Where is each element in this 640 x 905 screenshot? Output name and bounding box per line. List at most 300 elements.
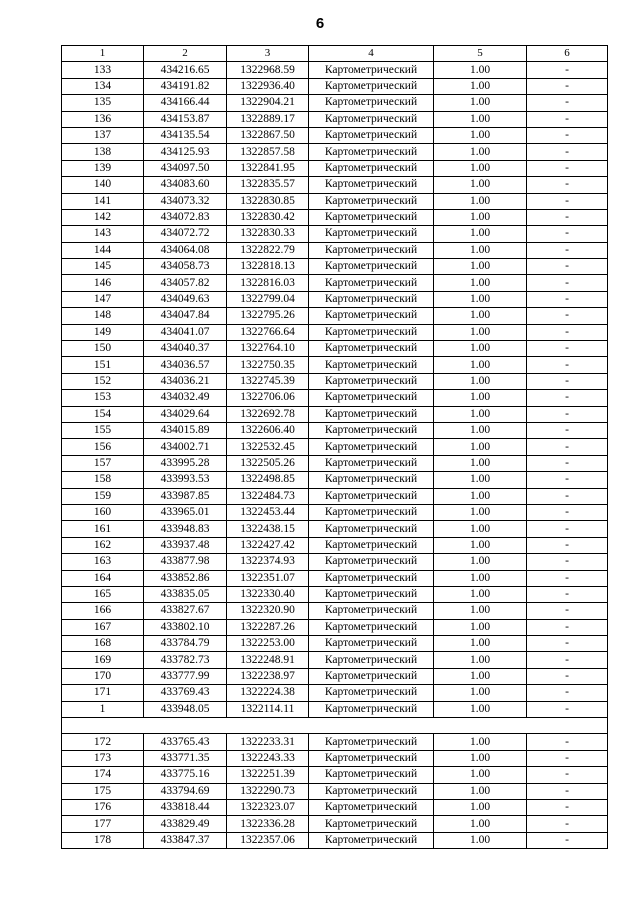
note-cell: - (527, 504, 608, 520)
y-coordinate-cell: 1322841.95 (227, 160, 309, 176)
note-cell: - (527, 259, 608, 275)
point-number-cell: 161 (62, 521, 144, 537)
point-number-cell: 176 (62, 799, 144, 815)
accuracy-cell: 1.00 (434, 390, 527, 406)
x-coordinate-cell: 434216.65 (144, 62, 227, 78)
point-number-cell: 168 (62, 636, 144, 652)
point-number-cell: 160 (62, 504, 144, 520)
accuracy-cell: 1.00 (434, 734, 527, 750)
method-cell: Картометрический (309, 636, 434, 652)
column-header: 6 (527, 46, 608, 62)
accuracy-cell: 1.00 (434, 586, 527, 602)
note-cell: - (527, 586, 608, 602)
accuracy-cell: 1.00 (434, 455, 527, 471)
y-coordinate-cell: 1322830.33 (227, 226, 309, 242)
accuracy-cell: 1.00 (434, 816, 527, 832)
point-number-cell: 142 (62, 209, 144, 225)
point-number-cell: 148 (62, 308, 144, 324)
note-cell: - (527, 636, 608, 652)
note-cell: - (527, 603, 608, 619)
accuracy-cell: 1.00 (434, 275, 527, 291)
note-cell: - (527, 62, 608, 78)
method-cell: Картометрический (309, 472, 434, 488)
accuracy-cell: 1.00 (434, 636, 527, 652)
accuracy-cell: 1.00 (434, 750, 527, 766)
method-cell: Картометрический (309, 685, 434, 701)
method-cell: Картометрический (309, 127, 434, 143)
table-separator (62, 718, 608, 734)
x-coordinate-cell: 433965.01 (144, 504, 227, 520)
x-coordinate-cell: 433993.53 (144, 472, 227, 488)
y-coordinate-cell: 1322243.33 (227, 750, 309, 766)
point-number-cell: 138 (62, 144, 144, 160)
method-cell: Картометрический (309, 586, 434, 602)
table-row (62, 357, 608, 373)
method-cell: Картометрический (309, 308, 434, 324)
y-coordinate-cell: 1322351.07 (227, 570, 309, 586)
x-coordinate-cell: 434040.37 (144, 341, 227, 357)
accuracy-cell: 1.00 (434, 521, 527, 537)
method-cell: Картометрический (309, 275, 434, 291)
note-cell: - (527, 373, 608, 389)
y-coordinate-cell: 1322857.58 (227, 144, 309, 160)
point-number-cell: 149 (62, 324, 144, 340)
point-number-cell: 134 (62, 78, 144, 94)
table-body-group-2 (62, 734, 608, 849)
accuracy-cell: 1.00 (434, 62, 527, 78)
point-number-cell: 145 (62, 259, 144, 275)
table-row (62, 799, 608, 815)
accuracy-cell: 1.00 (434, 144, 527, 160)
table-row (62, 275, 608, 291)
method-cell: Картометрический (309, 439, 434, 455)
note-cell: - (527, 308, 608, 324)
point-number-cell: 155 (62, 422, 144, 438)
x-coordinate-cell: 433802.10 (144, 619, 227, 635)
note-cell: - (527, 209, 608, 225)
note-cell: - (527, 357, 608, 373)
x-coordinate-cell: 434083.60 (144, 177, 227, 193)
table-row (62, 816, 608, 832)
method-cell: Картометрический (309, 783, 434, 799)
note-cell: - (527, 341, 608, 357)
x-coordinate-cell: 433948.05 (144, 701, 227, 717)
note-cell: - (527, 537, 608, 553)
accuracy-cell: 1.00 (434, 652, 527, 668)
method-cell: Картометрический (309, 668, 434, 684)
x-coordinate-cell: 433995.28 (144, 455, 227, 471)
method-cell: Картометрический (309, 652, 434, 668)
y-coordinate-cell: 1322484.73 (227, 488, 309, 504)
x-coordinate-cell: 433765.43 (144, 734, 227, 750)
x-coordinate-cell: 433769.43 (144, 685, 227, 701)
y-coordinate-cell: 1322323.07 (227, 799, 309, 815)
coordinates-table (61, 45, 608, 849)
table-row (62, 160, 608, 176)
x-coordinate-cell: 434029.64 (144, 406, 227, 422)
x-coordinate-cell: 433818.44 (144, 799, 227, 815)
point-number-cell: 146 (62, 275, 144, 291)
note-cell: - (527, 111, 608, 127)
point-number-cell: 147 (62, 291, 144, 307)
method-cell: Картометрический (309, 406, 434, 422)
y-coordinate-cell: 1322505.26 (227, 455, 309, 471)
note-cell: - (527, 177, 608, 193)
table-row (62, 767, 608, 783)
accuracy-cell: 1.00 (434, 685, 527, 701)
table-row (62, 127, 608, 143)
table-body-group-1 (62, 62, 608, 718)
accuracy-cell: 1.00 (434, 127, 527, 143)
blank-row (62, 718, 608, 734)
method-cell: Картометрический (309, 701, 434, 717)
x-coordinate-cell: 434002.71 (144, 439, 227, 455)
accuracy-cell: 1.00 (434, 193, 527, 209)
y-coordinate-cell: 1322114.11 (227, 701, 309, 717)
note-cell: - (527, 78, 608, 94)
method-cell: Картометрический (309, 259, 434, 275)
column-header: 4 (309, 46, 434, 62)
point-number-cell: 152 (62, 373, 144, 389)
accuracy-cell: 1.00 (434, 619, 527, 635)
x-coordinate-cell: 434153.87 (144, 111, 227, 127)
point-number-cell: 166 (62, 603, 144, 619)
table-row (62, 341, 608, 357)
y-coordinate-cell: 1322889.17 (227, 111, 309, 127)
point-number-cell: 178 (62, 832, 144, 848)
point-number-cell: 156 (62, 439, 144, 455)
note-cell: - (527, 144, 608, 160)
note-cell: - (527, 127, 608, 143)
accuracy-cell: 1.00 (434, 242, 527, 258)
table-row (62, 177, 608, 193)
x-coordinate-cell: 433852.86 (144, 570, 227, 586)
note-cell: - (527, 685, 608, 701)
point-number-cell: 169 (62, 652, 144, 668)
note-cell: - (527, 275, 608, 291)
x-coordinate-cell: 434097.50 (144, 160, 227, 176)
accuracy-cell: 1.00 (434, 78, 527, 94)
y-coordinate-cell: 1322816.03 (227, 275, 309, 291)
point-number-cell: 157 (62, 455, 144, 471)
point-number-cell: 171 (62, 685, 144, 701)
table-row (62, 537, 608, 553)
method-cell: Картометрический (309, 226, 434, 242)
x-coordinate-cell: 434166.44 (144, 95, 227, 111)
note-cell: - (527, 767, 608, 783)
method-cell: Картометрический (309, 619, 434, 635)
y-coordinate-cell: 1322766.64 (227, 324, 309, 340)
method-cell: Картометрический (309, 373, 434, 389)
accuracy-cell: 1.00 (434, 111, 527, 127)
page-number: 6 (315, 15, 325, 32)
y-coordinate-cell: 1322830.42 (227, 209, 309, 225)
column-header: 5 (434, 46, 527, 62)
point-number-cell: 167 (62, 619, 144, 635)
note-cell: - (527, 439, 608, 455)
table-row (62, 734, 608, 750)
y-coordinate-cell: 1322818.13 (227, 259, 309, 275)
y-coordinate-cell: 1322968.59 (227, 62, 309, 78)
y-coordinate-cell: 1322830.85 (227, 193, 309, 209)
note-cell: - (527, 832, 608, 848)
y-coordinate-cell: 1322867.50 (227, 127, 309, 143)
y-coordinate-cell: 1322248.91 (227, 652, 309, 668)
accuracy-cell: 1.00 (434, 603, 527, 619)
method-cell: Картометрический (309, 799, 434, 815)
method-cell: Картометрический (309, 554, 434, 570)
method-cell: Картометрический (309, 111, 434, 127)
accuracy-cell: 1.00 (434, 832, 527, 848)
y-coordinate-cell: 1322795.26 (227, 308, 309, 324)
y-coordinate-cell: 1322336.28 (227, 816, 309, 832)
method-cell: Картометрический (309, 422, 434, 438)
y-coordinate-cell: 1322253.00 (227, 636, 309, 652)
method-cell: Картометрический (309, 291, 434, 307)
point-number-cell: 162 (62, 537, 144, 553)
method-cell: Картометрический (309, 390, 434, 406)
method-cell: Картометрический (309, 734, 434, 750)
method-cell: Картометрический (309, 603, 434, 619)
x-coordinate-cell: 433827.67 (144, 603, 227, 619)
y-coordinate-cell: 1322835.57 (227, 177, 309, 193)
y-coordinate-cell: 1322764.10 (227, 341, 309, 357)
note-cell: - (527, 750, 608, 766)
table-row (62, 439, 608, 455)
note-cell: - (527, 95, 608, 111)
x-coordinate-cell: 434072.83 (144, 209, 227, 225)
note-cell: - (527, 570, 608, 586)
method-cell: Картометрический (309, 570, 434, 586)
table-row (62, 521, 608, 537)
y-coordinate-cell: 1322357.06 (227, 832, 309, 848)
table-row (62, 586, 608, 602)
accuracy-cell: 1.00 (434, 799, 527, 815)
x-coordinate-cell: 434073.32 (144, 193, 227, 209)
point-number-cell: 139 (62, 160, 144, 176)
y-coordinate-cell: 1322233.31 (227, 734, 309, 750)
note-cell: - (527, 160, 608, 176)
table-row (62, 259, 608, 275)
table-row (62, 472, 608, 488)
table-row (62, 619, 608, 635)
method-cell: Картометрический (309, 832, 434, 848)
point-number-cell: 141 (62, 193, 144, 209)
y-coordinate-cell: 1322224.38 (227, 685, 309, 701)
method-cell: Картометрический (309, 767, 434, 783)
point-number-cell: 151 (62, 357, 144, 373)
y-coordinate-cell: 1322799.04 (227, 291, 309, 307)
y-coordinate-cell: 1322453.44 (227, 504, 309, 520)
point-number-cell: 159 (62, 488, 144, 504)
note-cell: - (527, 554, 608, 570)
point-number-cell: 136 (62, 111, 144, 127)
accuracy-cell: 1.00 (434, 488, 527, 504)
method-cell: Картометрический (309, 62, 434, 78)
x-coordinate-cell: 434125.93 (144, 144, 227, 160)
y-coordinate-cell: 1322374.93 (227, 554, 309, 570)
accuracy-cell: 1.00 (434, 209, 527, 225)
blank-cell (62, 718, 608, 734)
x-coordinate-cell: 434047.84 (144, 308, 227, 324)
method-cell: Картометрический (309, 193, 434, 209)
note-cell: - (527, 816, 608, 832)
table-row (62, 488, 608, 504)
method-cell: Картометрический (309, 209, 434, 225)
accuracy-cell: 1.00 (434, 783, 527, 799)
point-number-cell: 158 (62, 472, 144, 488)
method-cell: Картометрический (309, 750, 434, 766)
accuracy-cell: 1.00 (434, 406, 527, 422)
note-cell: - (527, 422, 608, 438)
x-coordinate-cell: 434036.21 (144, 373, 227, 389)
accuracy-cell: 1.00 (434, 226, 527, 242)
y-coordinate-cell: 1322936.40 (227, 78, 309, 94)
note-cell: - (527, 652, 608, 668)
accuracy-cell: 1.00 (434, 177, 527, 193)
x-coordinate-cell: 433877.98 (144, 554, 227, 570)
point-number-cell: 153 (62, 390, 144, 406)
note-cell: - (527, 799, 608, 815)
accuracy-cell: 1.00 (434, 422, 527, 438)
table-row (62, 685, 608, 701)
accuracy-cell: 1.00 (434, 472, 527, 488)
accuracy-cell: 1.00 (434, 537, 527, 553)
method-cell: Картометрический (309, 341, 434, 357)
accuracy-cell: 1.00 (434, 259, 527, 275)
point-number-cell: 150 (62, 341, 144, 357)
point-number-cell: 170 (62, 668, 144, 684)
method-cell: Картометрический (309, 177, 434, 193)
table-row (62, 62, 608, 78)
x-coordinate-cell: 433835.05 (144, 586, 227, 602)
point-number-cell: 175 (62, 783, 144, 799)
x-coordinate-cell: 434015.89 (144, 422, 227, 438)
point-number-cell: 154 (62, 406, 144, 422)
point-number-cell: 137 (62, 127, 144, 143)
table-row (62, 95, 608, 111)
x-coordinate-cell: 433771.35 (144, 750, 227, 766)
table-row (62, 242, 608, 258)
accuracy-cell: 1.00 (434, 554, 527, 570)
table-row (62, 652, 608, 668)
x-coordinate-cell: 433847.37 (144, 832, 227, 848)
accuracy-cell: 1.00 (434, 95, 527, 111)
y-coordinate-cell: 1322750.35 (227, 357, 309, 373)
table-row (62, 783, 608, 799)
note-cell: - (527, 668, 608, 684)
accuracy-cell: 1.00 (434, 504, 527, 520)
x-coordinate-cell: 434058.73 (144, 259, 227, 275)
table-row (62, 570, 608, 586)
x-coordinate-cell: 433777.99 (144, 668, 227, 684)
accuracy-cell: 1.00 (434, 341, 527, 357)
method-cell: Картометрический (309, 488, 434, 504)
point-number-cell: 163 (62, 554, 144, 570)
y-coordinate-cell: 1322606.40 (227, 422, 309, 438)
y-coordinate-cell: 1322427.42 (227, 537, 309, 553)
note-cell: - (527, 455, 608, 471)
note-cell: - (527, 324, 608, 340)
note-cell: - (527, 406, 608, 422)
y-coordinate-cell: 1322532.45 (227, 439, 309, 455)
table-row (62, 308, 608, 324)
table-row (62, 455, 608, 471)
method-cell: Картометрический (309, 324, 434, 340)
method-cell: Картометрический (309, 95, 434, 111)
y-coordinate-cell: 1322745.39 (227, 373, 309, 389)
point-number-cell: 135 (62, 95, 144, 111)
point-number-cell: 133 (62, 62, 144, 78)
note-cell: - (527, 488, 608, 504)
point-number-cell: 172 (62, 734, 144, 750)
table-row (62, 504, 608, 520)
note-cell: - (527, 783, 608, 799)
table-row (62, 78, 608, 94)
table-row (62, 111, 608, 127)
x-coordinate-cell: 434049.63 (144, 291, 227, 307)
x-coordinate-cell: 433775.16 (144, 767, 227, 783)
column-header: 3 (227, 46, 309, 62)
table-row (62, 193, 608, 209)
table-row (62, 832, 608, 848)
table-row (62, 750, 608, 766)
y-coordinate-cell: 1322330.40 (227, 586, 309, 602)
x-coordinate-cell: 434191.82 (144, 78, 227, 94)
point-number-cell: 143 (62, 226, 144, 242)
note-cell: - (527, 226, 608, 242)
x-coordinate-cell: 434072.72 (144, 226, 227, 242)
point-number-cell: 173 (62, 750, 144, 766)
table-row (62, 390, 608, 406)
y-coordinate-cell: 1322822.79 (227, 242, 309, 258)
method-cell: Картометрический (309, 455, 434, 471)
x-coordinate-cell: 433784.79 (144, 636, 227, 652)
point-number-cell: 177 (62, 816, 144, 832)
accuracy-cell: 1.00 (434, 291, 527, 307)
column-header: 2 (144, 46, 227, 62)
table-row (62, 144, 608, 160)
method-cell: Картометрический (309, 160, 434, 176)
accuracy-cell: 1.00 (434, 439, 527, 455)
table-row (62, 701, 608, 717)
method-cell: Картометрический (309, 78, 434, 94)
note-cell: - (527, 472, 608, 488)
x-coordinate-cell: 434064.08 (144, 242, 227, 258)
x-coordinate-cell: 433782.73 (144, 652, 227, 668)
y-coordinate-cell: 1322287.26 (227, 619, 309, 635)
x-coordinate-cell: 433987.85 (144, 488, 227, 504)
method-cell: Картометрический (309, 504, 434, 520)
y-coordinate-cell: 1322320.90 (227, 603, 309, 619)
note-cell: - (527, 521, 608, 537)
point-number-cell: 164 (62, 570, 144, 586)
y-coordinate-cell: 1322692.78 (227, 406, 309, 422)
table-row (62, 636, 608, 652)
table-header-row (62, 46, 608, 62)
method-cell: Картометрический (309, 521, 434, 537)
note-cell: - (527, 619, 608, 635)
x-coordinate-cell: 434057.82 (144, 275, 227, 291)
note-cell: - (527, 701, 608, 717)
y-coordinate-cell: 1322438.15 (227, 521, 309, 537)
y-coordinate-cell: 1322904.21 (227, 95, 309, 111)
accuracy-cell: 1.00 (434, 308, 527, 324)
x-coordinate-cell: 434135.54 (144, 127, 227, 143)
accuracy-cell: 1.00 (434, 701, 527, 717)
point-number-cell: 1 (62, 701, 144, 717)
x-coordinate-cell: 434041.07 (144, 324, 227, 340)
